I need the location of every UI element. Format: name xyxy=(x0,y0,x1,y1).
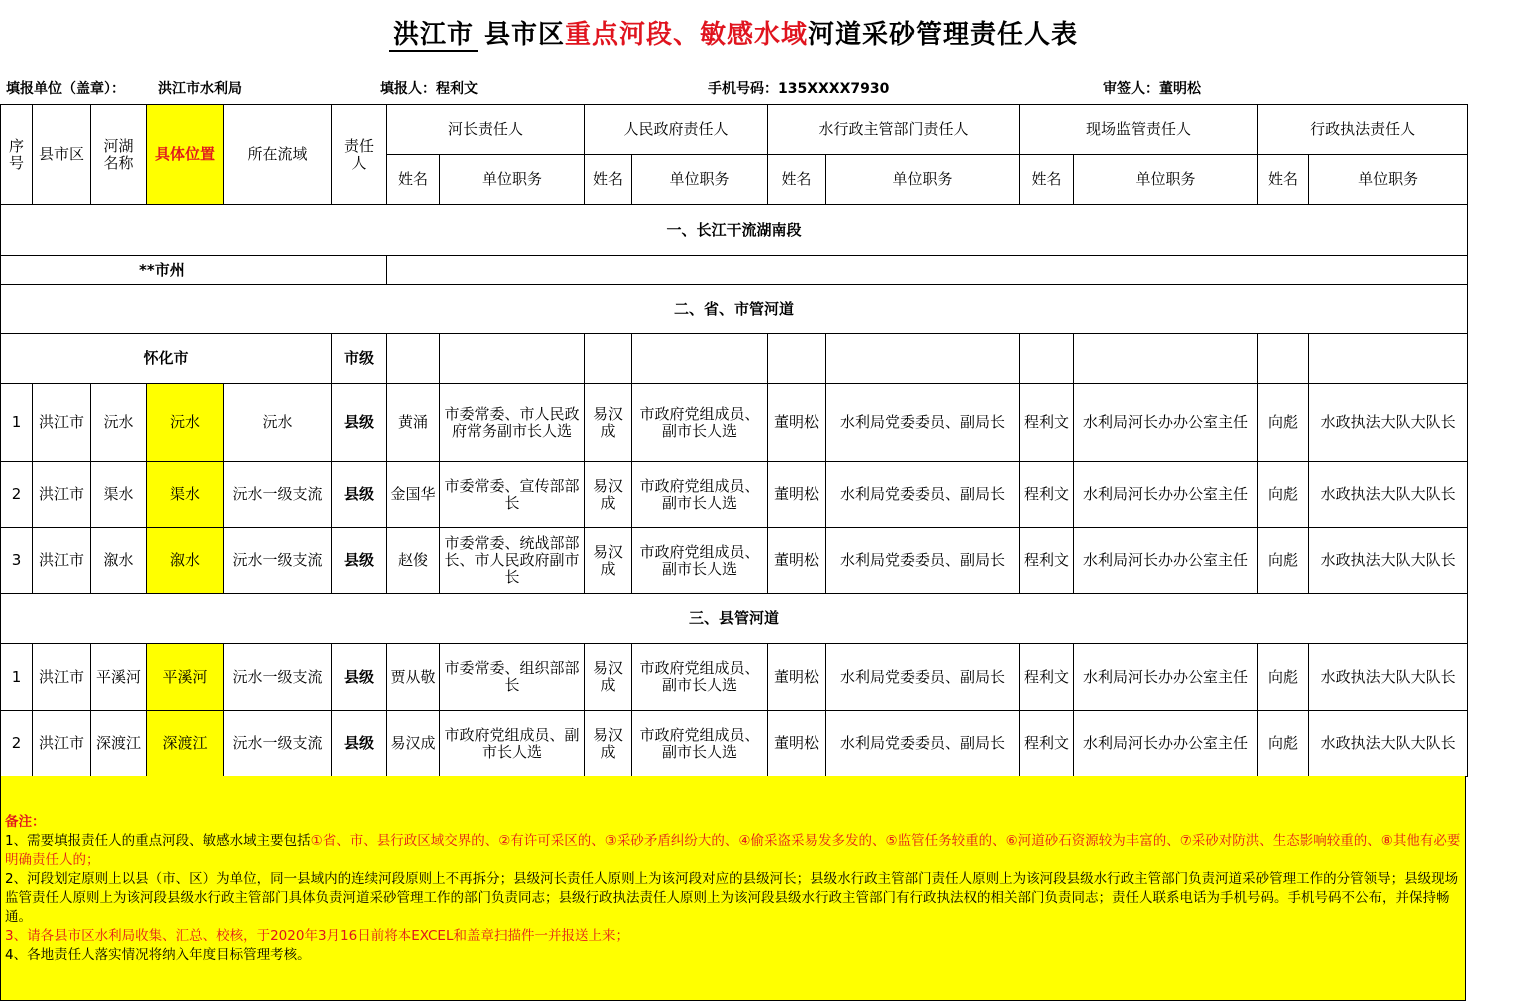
phone: 手机号码：135XXXX7930 xyxy=(708,81,890,97)
header-group-government: 人民政府责任人 xyxy=(585,105,768,155)
cell-location: 平溪河 xyxy=(147,644,224,711)
responsibility-table xyxy=(0,104,1468,777)
cell-name: 程利文 xyxy=(1020,462,1074,528)
city-label: 怀化市 xyxy=(1,334,332,384)
cell-level: 县级 xyxy=(332,528,387,594)
cell-river: 沅水 xyxy=(91,384,147,462)
table-row xyxy=(1,528,1468,594)
header-position: 单位职务 xyxy=(1074,155,1258,205)
note-2: 2、河段划定原则上以县（市、区）为单位，同一县域内的连续河段原则上不再拆分；县级河长责任人原则上为该河段对应的县级河长；县级水行政主管部门责任人原则上为该河段县级水行政主管部门负责河道采砂管理工作的分管领导；县级现场监管责任人原则上为该河段县级水行政主管部门具体负责河道采砂管理工作的部门负责同志；县级行政执法责任人原则上为该河段县级水行政主管部门有行政执法权的相关部门负责同志；责任人联系电话为手机号码。手机号码不公布，并保持畅通。 xyxy=(5,871,1459,925)
cell-position: 市委常委、市人民政府常务副市长人选 xyxy=(440,384,585,462)
cell-location: 沅水 xyxy=(147,384,224,462)
cell-basin: 沅水一级支流 xyxy=(224,528,332,594)
unit-value: 洪江市水利局 xyxy=(158,81,242,97)
cell-name: 董明松 xyxy=(768,644,826,711)
cell-position: 市政府党组成员、副市长人选 xyxy=(440,711,585,777)
note-3: 3、请各县市区水利局收集、汇总、校核，于2020年3月16日前将本EXCEL和盖章扫描件一并报送上来； xyxy=(5,928,629,944)
cell-name: 程利文 xyxy=(1020,384,1074,462)
header-seq: 序号 xyxy=(1,105,33,205)
cell-name: 黄涌 xyxy=(387,384,440,462)
cell-position: 市委常委、宣传部部长 xyxy=(440,462,585,528)
header-group-river-chief: 河长责任人 xyxy=(387,105,585,155)
cell-position: 市政府党组成员、副市长人选 xyxy=(632,462,768,528)
header-location: 具体位置 xyxy=(147,105,224,205)
header-position: 单位职务 xyxy=(440,155,585,205)
cell-county: 洪江市 xyxy=(33,528,91,594)
title-highlight: 重点河段、敏感水域 xyxy=(565,20,809,50)
cell-name: 易汉成 xyxy=(387,711,440,777)
cell-position: 水利局党委委员、副局长 xyxy=(826,711,1020,777)
cell-position: 水利局河长办办公室主任 xyxy=(1074,528,1258,594)
cell-name: 赵俊 xyxy=(387,528,440,594)
cell-name: 董明松 xyxy=(768,711,826,777)
cell-position: 水利局党委委员、副局长 xyxy=(826,462,1020,528)
cell-name: 向彪 xyxy=(1258,384,1309,462)
section-heading: 三、县管河道 xyxy=(1,594,1468,644)
header-position: 单位职务 xyxy=(632,155,768,205)
header-basin: 所在流域 xyxy=(224,105,332,205)
city-label xyxy=(1,256,387,285)
cell-position: 市政府党组成员、副市长人选 xyxy=(632,384,768,462)
notes-panel xyxy=(0,776,1466,1001)
note-4: 4、各地责任人落实情况将纳入年度目标管理考核。 xyxy=(5,947,311,963)
cell-name: 金国华 xyxy=(387,462,440,528)
header-name: 姓名 xyxy=(387,155,440,205)
header-group-water-admin: 水行政主管部门责任人 xyxy=(768,105,1020,155)
cell-position: 水政执法大队大队长 xyxy=(1309,711,1468,777)
table-row xyxy=(1,644,1468,711)
cell-level: 县级 xyxy=(332,711,387,777)
cell-seq: 2 xyxy=(1,711,33,777)
unit-label: 填报单位（盖章）： xyxy=(6,81,125,97)
cell-river: 溆水 xyxy=(91,528,147,594)
cell-position: 市政府党组成员、副市长人选 xyxy=(632,711,768,777)
cell-position: 市委常委、组织部部长 xyxy=(440,644,585,711)
cell-name: 程利文 xyxy=(1020,711,1074,777)
cell-location: 溆水 xyxy=(147,528,224,594)
cell-river: 平溪河 xyxy=(91,644,147,711)
cell-location: 渠水 xyxy=(147,462,224,528)
cell-basin: 沅水一级支流 xyxy=(224,644,332,711)
cell-river: 深渡江 xyxy=(91,711,147,777)
page-title xyxy=(0,14,1467,52)
cell-position: 水利局党委委员、副局长 xyxy=(826,384,1020,462)
cell-position: 水利局河长办办公室主任 xyxy=(1074,384,1258,462)
header-river: 河湖名称 xyxy=(91,105,147,205)
header-responsible: 责任人 xyxy=(332,105,387,205)
cell-name: 贾从敬 xyxy=(387,644,440,711)
header-county: 县市区 xyxy=(33,105,91,205)
cell-name: 易汉成 xyxy=(585,384,632,462)
cell-name: 董明松 xyxy=(768,384,826,462)
header-name: 姓名 xyxy=(1258,155,1309,205)
cell-position: 水政执法大队大队长 xyxy=(1309,644,1468,711)
cell-county: 洪江市 xyxy=(33,644,91,711)
cell-position: 市政府党组成员、副市长人选 xyxy=(632,528,768,594)
cell-river: 渠水 xyxy=(91,462,147,528)
header-position: 单位职务 xyxy=(1309,155,1468,205)
cell-position: 水利局河长办办公室主任 xyxy=(1074,711,1258,777)
cell-name: 易汉成 xyxy=(585,711,632,777)
header-name: 姓名 xyxy=(1020,155,1074,205)
cell-position: 水政执法大队大队长 xyxy=(1309,462,1468,528)
cell-county: 洪江市 xyxy=(33,462,91,528)
note-1-items: ①省、市、县行政区域交界的、②有许可采区的、③采砂矛盾纠纷大的、④偷采盗采易发多发的、⑤监管任务较重的、⑥河道砂石资源较为丰富的、⑦采砂对防洪、生态影响较重的、⑧其他有必要明确责任人的； xyxy=(5,833,1461,868)
cell-name: 易汉成 xyxy=(585,462,632,528)
cell-seq: 1 xyxy=(1,644,33,711)
cell-name: 向彪 xyxy=(1258,462,1309,528)
cell-location: 深渡江 xyxy=(147,711,224,777)
title-city: 洪江市 xyxy=(389,20,478,52)
cell-county: 洪江市 xyxy=(33,384,91,462)
header-group-site-supervision: 现场监管责任人 xyxy=(1020,105,1258,155)
header-position: 单位职务 xyxy=(826,155,1020,205)
title-part2: 河道采砂管理责任人表 xyxy=(808,20,1079,50)
cell-position: 水利局河长办办公室主任 xyxy=(1074,462,1258,528)
notes-heading: 备注： xyxy=(5,814,46,830)
note-1-text: 1、需要填报责任人的重点河段、敏感水域主要包括 xyxy=(5,833,311,849)
cell-position: 水政执法大队大队长 xyxy=(1309,528,1468,594)
level-cell: 市级 xyxy=(332,334,387,384)
cell-position: 水利局党委委员、副局长 xyxy=(826,644,1020,711)
header-group-law-enforcement: 行政执法责任人 xyxy=(1258,105,1468,155)
header-name: 姓名 xyxy=(585,155,632,205)
cell-level: 县级 xyxy=(332,384,387,462)
cell-name: 程利文 xyxy=(1020,528,1074,594)
cell-name: 向彪 xyxy=(1258,528,1309,594)
city-name: **市州 xyxy=(139,260,185,279)
cell-seq: 3 xyxy=(1,528,33,594)
cell-seq: 1 xyxy=(1,384,33,462)
table-row xyxy=(1,384,1468,462)
cell-position: 水利局党委委员、副局长 xyxy=(826,528,1020,594)
section-heading: 二、省、市管河道 xyxy=(1,285,1468,334)
cell-name: 董明松 xyxy=(768,528,826,594)
cell-basin: 沅水一级支流 xyxy=(224,711,332,777)
reporter: 填报人：程利文 xyxy=(380,81,478,97)
cell-position: 水政执法大队大队长 xyxy=(1309,384,1468,462)
cell-name: 程利文 xyxy=(1020,644,1074,711)
cell-name: 董明松 xyxy=(768,462,826,528)
cell-seq: 2 xyxy=(1,462,33,528)
approver: 审签人：董明松 xyxy=(1103,81,1201,97)
section-heading: 一、长江干流湖南段 xyxy=(1,205,1468,256)
cell-level: 县级 xyxy=(332,462,387,528)
empty-row xyxy=(387,256,1468,285)
cell-name: 易汉成 xyxy=(585,644,632,711)
cell-county: 洪江市 xyxy=(33,711,91,777)
cell-name: 向彪 xyxy=(1258,644,1309,711)
header-name: 姓名 xyxy=(768,155,826,205)
cell-name: 向彪 xyxy=(1258,711,1309,777)
cell-level: 县级 xyxy=(332,644,387,711)
cell-basin: 沅水一级支流 xyxy=(224,462,332,528)
cell-position: 市政府党组成员、副市长人选 xyxy=(632,644,768,711)
title-part1: 县市区 xyxy=(483,20,565,50)
table-row xyxy=(1,711,1468,777)
cell-position: 水利局河长办办公室主任 xyxy=(1074,644,1258,711)
table-row xyxy=(1,462,1468,528)
cell-basin: 沅水 xyxy=(224,384,332,462)
note-1 xyxy=(5,832,1461,870)
cell-position: 市委常委、统战部部长、市人民政府副市长 xyxy=(440,528,585,594)
cell-name: 易汉成 xyxy=(585,528,632,594)
